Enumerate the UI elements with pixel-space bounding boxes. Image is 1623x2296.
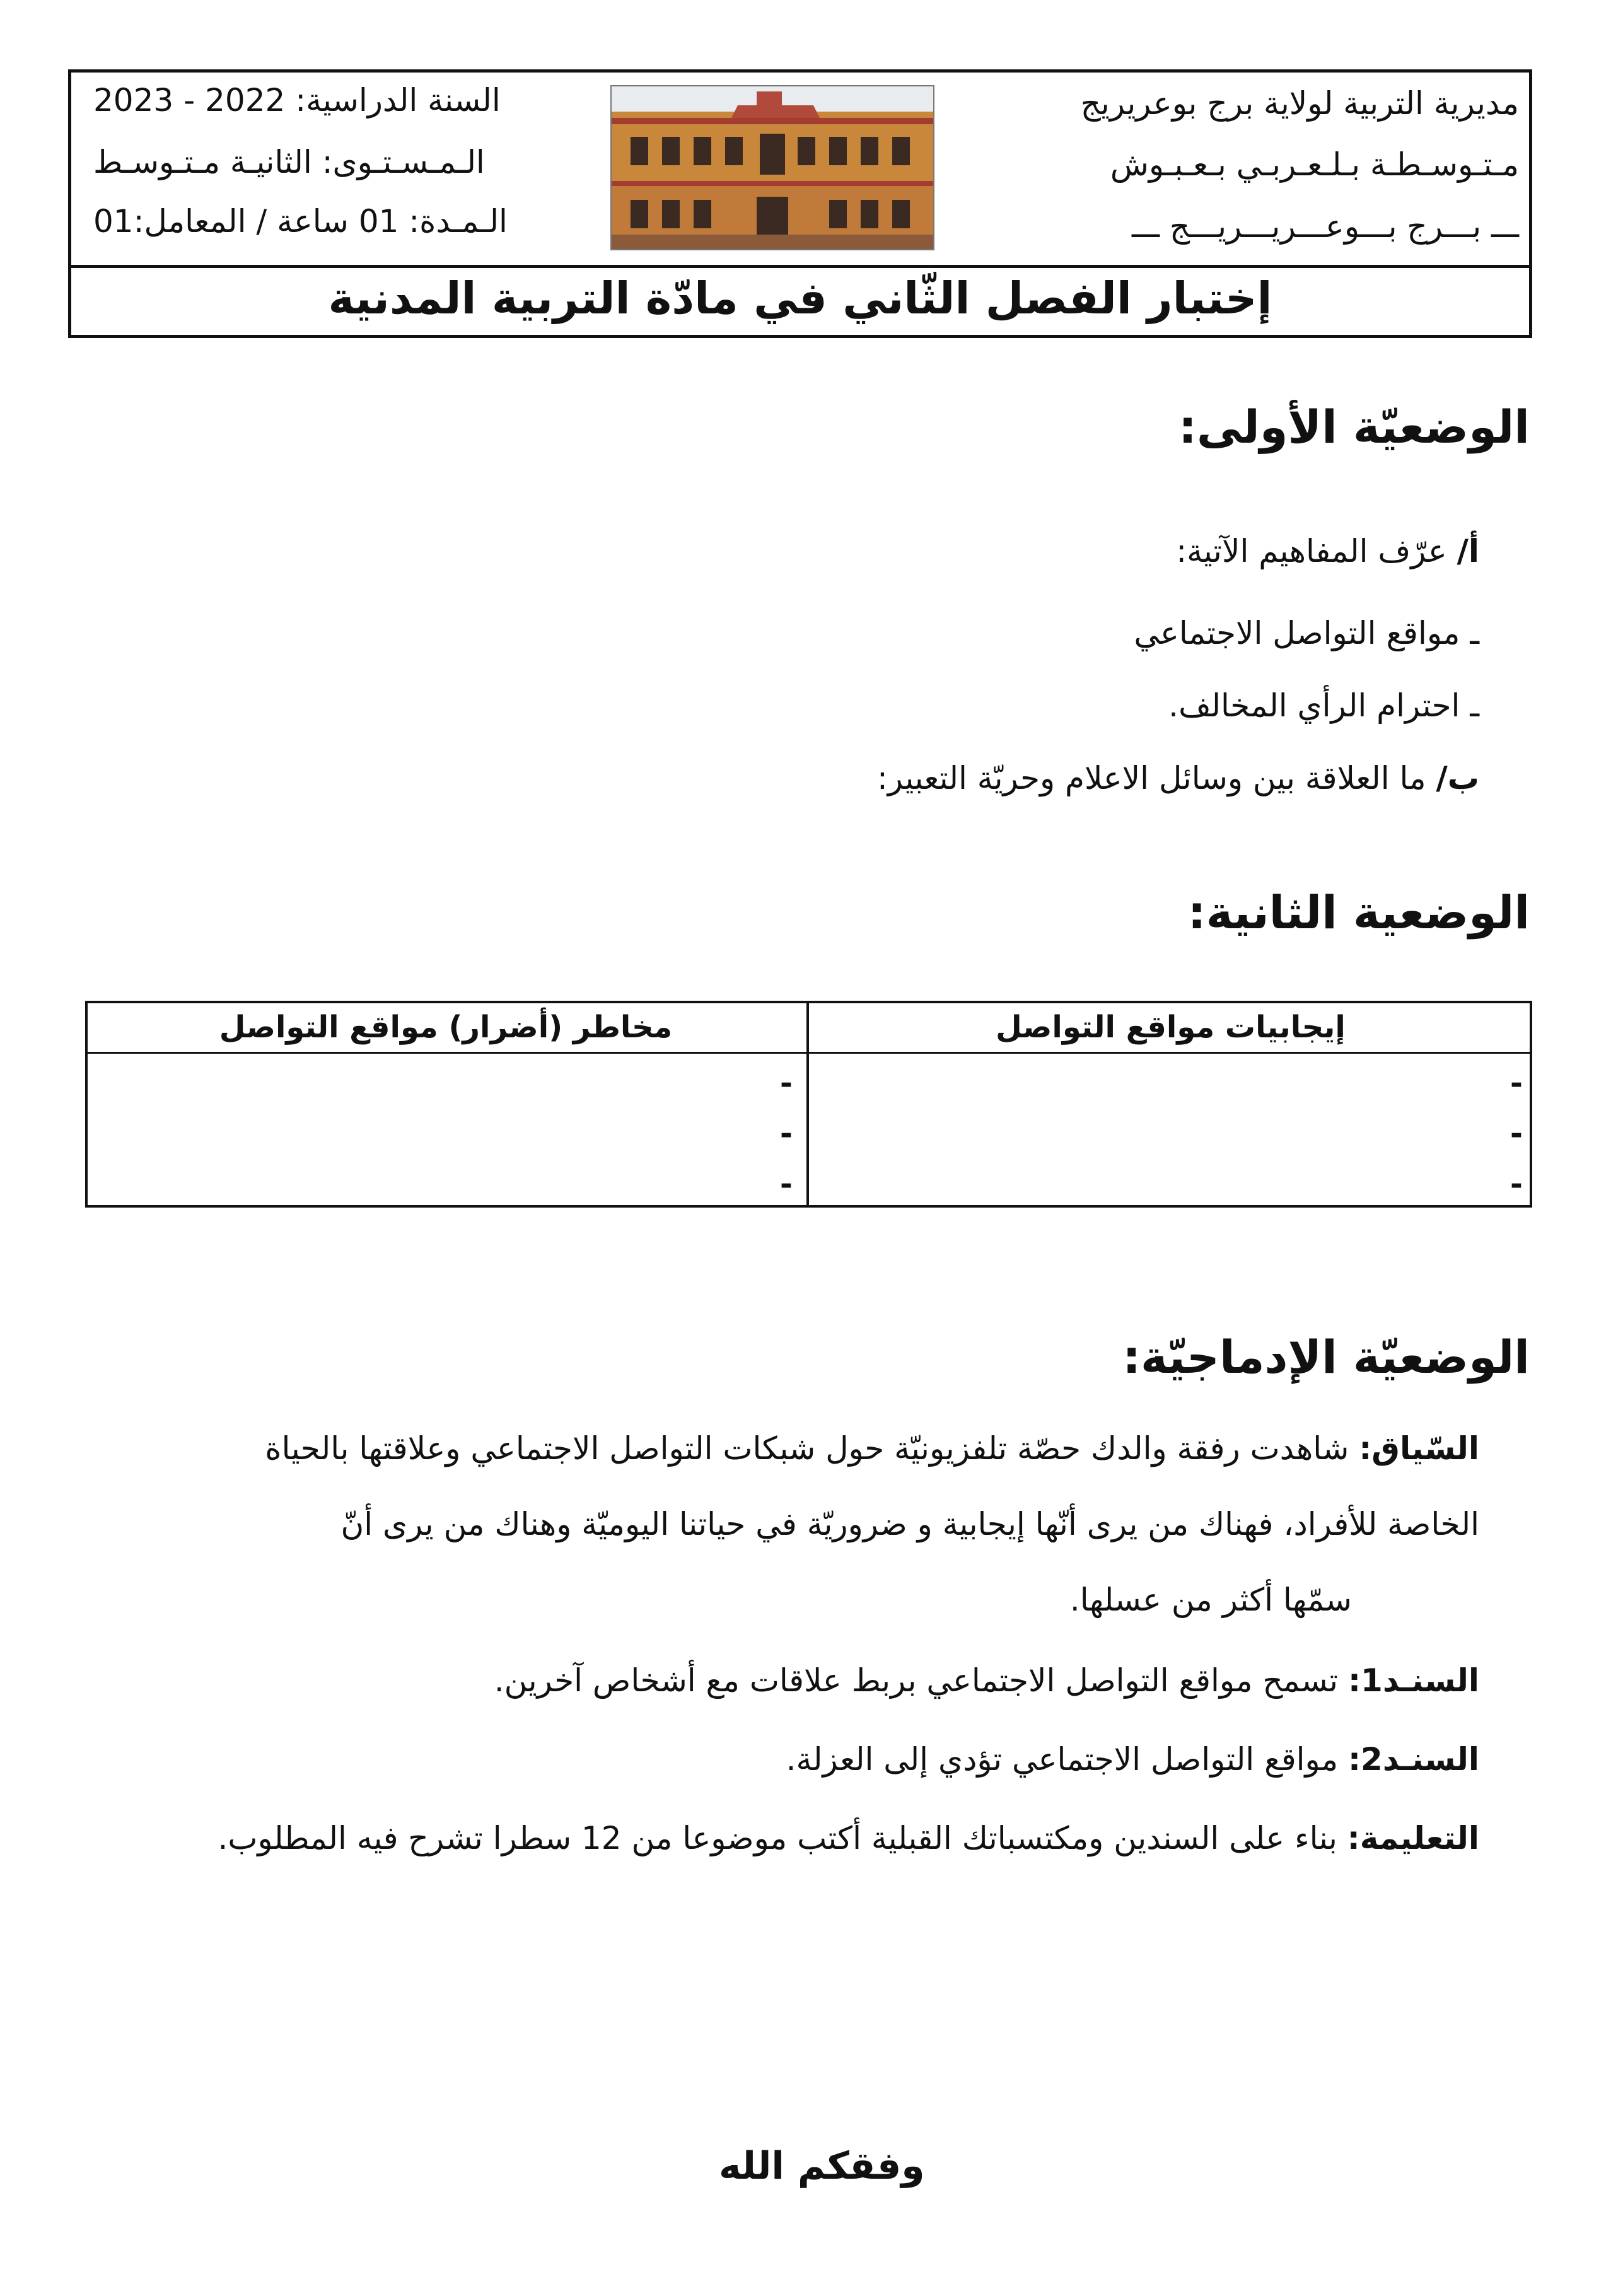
table-row: - bbox=[1510, 1167, 1523, 1202]
concept-item-1: ـ مواقع التواصل الاجتماعي bbox=[1134, 615, 1479, 651]
document-1-label: السنـد1: bbox=[1348, 1662, 1479, 1699]
question-b-label: ب/ bbox=[1436, 760, 1479, 796]
context-text-1: شاهدت رفقة والدك حصّة تلفزيونيّة حول شبكات التواصل الاجتماعي وعلاقتها بالحياة bbox=[265, 1430, 1349, 1467]
document-1 bbox=[494, 1662, 1479, 1699]
context-line-2: الخاصة للأفراد، فهناك من يرى أنّها إيجابية و ضروريّة في حياتنا اليوميّة وهناك من يرى أنّ bbox=[340, 1506, 1479, 1542]
question-a-text: عرّف المفاهيم الآتية: bbox=[1176, 533, 1447, 569]
context-label: السّياق: bbox=[1359, 1430, 1479, 1467]
exam-title: إختبار الفصل الثّاني في مادّة التربية المدنية bbox=[328, 272, 1272, 324]
situation2-title: الوضعية الثانية: bbox=[1187, 886, 1530, 939]
directorate-name: مديرية التربية لولاية برج بوعريريج bbox=[1080, 85, 1519, 122]
table-header-risks: مخاطر (أضرار) مواقع التواصل bbox=[219, 1010, 673, 1045]
situation1-question-b bbox=[877, 760, 1479, 796]
table-row: - bbox=[1510, 1116, 1523, 1151]
question-a-label: أ/ bbox=[1457, 533, 1479, 569]
class-level: الـمـسـتـوى: الثانيـة مـتـوسـط bbox=[93, 144, 485, 180]
table-header-positives: إيجابيات مواقع التواصل bbox=[996, 1010, 1346, 1045]
exam-duration: الـمـدة: 01 ساعة / المعامل:01 bbox=[93, 203, 508, 240]
school-name: مـتـوسـطـة بـلـعـربـي بـعـبـوش bbox=[1110, 146, 1519, 183]
document-2 bbox=[786, 1741, 1479, 1778]
context-line-1 bbox=[265, 1430, 1479, 1467]
situation1-question-a bbox=[1176, 533, 1479, 569]
school-building-image bbox=[610, 85, 934, 250]
context-line-3: سمّها أكثر من عسلها. bbox=[1069, 1582, 1352, 1618]
document-1-text: تسمح مواقع التواصل الاجتماعي بربط علاقات مع أشخاص آخرين. bbox=[494, 1662, 1339, 1699]
situation1-title: الوضعيّة الأولى: bbox=[1178, 400, 1530, 453]
integration-title: الوضعيّة الإدماجيّة: bbox=[1122, 1331, 1530, 1384]
document-2-label: السنـد2: bbox=[1348, 1741, 1479, 1778]
task-instruction bbox=[218, 1822, 1479, 1854]
concept-item-2: ـ احترام الرأي المخالف. bbox=[1168, 687, 1479, 724]
document-2-text: مواقع التواصل الاجتماعي تؤدي إلى العزلة. bbox=[786, 1741, 1339, 1778]
closing-wish: وفقكم الله bbox=[719, 2144, 925, 2188]
table-row: - bbox=[780, 1167, 793, 1202]
task-label: التعليمة: bbox=[1347, 1820, 1479, 1856]
table-row: - bbox=[780, 1116, 793, 1151]
school-year: السنة الدراسية: 2022 - 2023 bbox=[93, 82, 501, 119]
table-row: - bbox=[1510, 1066, 1523, 1101]
task-text: بناء على السندين ومكتسباتك القبلية أكتب موضوعا من 12 سطرا تشرح فيه المطلوب. bbox=[218, 1820, 1337, 1856]
header-divider bbox=[68, 265, 1532, 268]
question-b-text: ما العلاقة بين وسائل الاعلام وحريّة التعبير: bbox=[876, 760, 1426, 796]
town-name: ـــ بـــرج بـــوعـــريـــريـــج ـــ bbox=[1132, 208, 1519, 245]
table-row: - bbox=[780, 1066, 793, 1101]
